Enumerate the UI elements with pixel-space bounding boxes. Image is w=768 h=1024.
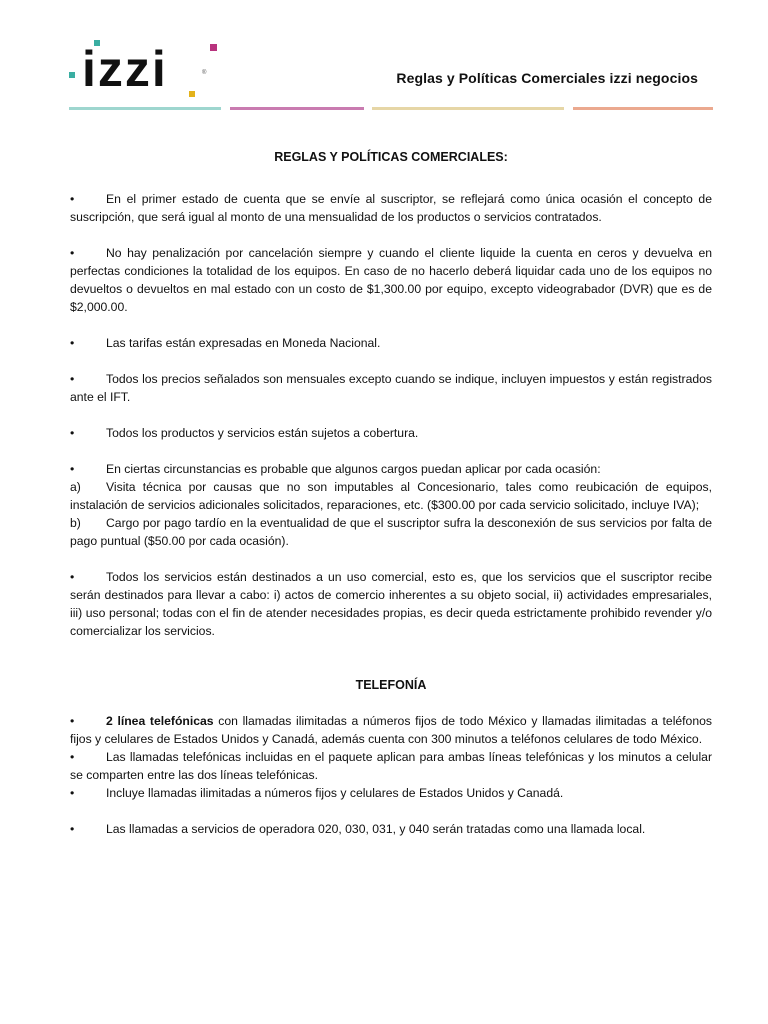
paragraph-text: Las tarifas están expresadas en Moneda Nacional. bbox=[106, 336, 381, 350]
policy-paragraph bbox=[70, 460, 712, 478]
telefonia-item bbox=[70, 784, 712, 802]
bullet: • bbox=[70, 192, 75, 206]
telefonia-item-text: con llamadas ilimitadas a números fijos de todo México y llamadas ilimitadas a teléfonos fijos y celulares de Estados Unidos y Canadá, además cuenta con 300 minutos a teléfonos celulares de todo México. bbox=[70, 714, 712, 746]
bullet: • bbox=[70, 372, 75, 386]
sub-item-text: Cargo por pago tardío en la eventualidad de que el suscriptor sufra la desconexión de sus servicios por falta de pago puntual ($50.00 por cada ocasión). bbox=[70, 516, 712, 548]
bullet: • bbox=[70, 570, 75, 584]
document-heading: REGLAS Y POLÍTICAS COMERCIALES: bbox=[274, 150, 508, 164]
sub-item bbox=[70, 514, 712, 550]
telefonia-item-text: Las llamadas a servicios de operadora 020, 030, 031, y 040 serán tratadas como una llamada local. bbox=[106, 822, 646, 836]
sub-item bbox=[70, 478, 712, 514]
logo-text: izzi bbox=[82, 41, 168, 97]
bullet: • bbox=[70, 714, 75, 728]
policy-paragraph bbox=[70, 244, 712, 316]
paragraph-text: No hay penalización por cancelación siempre y cuando el cliente liquide la cuenta en ceros y devuelva en perfectas condiciones la totalidad de los equipos. En caso de no hacerlo deberá liquidar cada uno de los equipos no devueltos o devueltos en mal estado con un costo de $1,300.00 por equipo, excepto videograbador (DVR) que es de $2,000.00. bbox=[70, 246, 712, 314]
policy-paragraph bbox=[70, 568, 712, 640]
telefonia-item-bold: 2 línea telefónicas bbox=[106, 714, 214, 728]
policy-paragraph bbox=[70, 190, 712, 226]
telefonia-item bbox=[70, 820, 712, 838]
bullet: • bbox=[70, 786, 75, 800]
paragraph-text: Todos los servicios están destinados a un uso comercial, esto es, que los servicios que el suscriptor recibe serán destinados para llevar a cabo: i) actos de comercio inherentes a su objeto social, ii) actividades empresariales, iii) uso personal; todas con el fin de atender necesidades propias, es decir queda estrictamente prohibido revender y/o comercializar los servicios. bbox=[70, 570, 712, 638]
bullet: • bbox=[70, 336, 75, 350]
header-rule-yellow bbox=[372, 107, 564, 110]
logo-registered: ® bbox=[202, 70, 207, 76]
logo-square-magenta bbox=[210, 44, 217, 51]
paragraph-text: Todos los precios señalados son mensuales excepto cuando se indique, incluyen impuestos y están registrados ante el IFT. bbox=[70, 372, 712, 404]
sub-item-letter: a) bbox=[70, 480, 81, 494]
header-rule-teal bbox=[69, 107, 221, 110]
policy-paragraph bbox=[70, 334, 712, 352]
bullet: • bbox=[70, 750, 75, 764]
header-title: Reglas y Políticas Comerciales izzi negocios bbox=[396, 70, 698, 86]
telefonia-item bbox=[70, 712, 712, 748]
logo-square-yellow bbox=[189, 91, 195, 97]
telefonia-item-text: Incluye llamadas ilimitadas a números fijos y celulares de Estados Unidos y Canadá. bbox=[106, 786, 564, 800]
sub-item-letter: b) bbox=[70, 516, 81, 530]
bullet: • bbox=[70, 426, 75, 440]
telefonia-item-text: Las llamadas telefónicas incluidas en el paquete aplican para ambas líneas telefónicas y los minutos a celular se comparten entre las dos líneas telefónicas. bbox=[70, 750, 712, 782]
policy-paragraph bbox=[70, 370, 712, 406]
paragraph-text: En ciertas circunstancias es probable que algunos cargos puedan aplicar por cada ocasión: bbox=[106, 462, 601, 476]
policy-paragraph bbox=[70, 424, 712, 442]
bullet: • bbox=[70, 462, 75, 476]
header-rule-magenta bbox=[230, 107, 364, 110]
paragraph-text: En el primer estado de cuenta que se envíe al suscriptor, se reflejará como única ocasión el concepto de suscripción, que será igual al monto de una mensualidad de los productos o servicios contratados. bbox=[70, 192, 712, 224]
header-rule-orange bbox=[573, 107, 713, 110]
logo-square-teal bbox=[69, 72, 75, 78]
izzi-logo bbox=[64, 40, 224, 100]
sub-item-text: Visita técnica por causas que no son imputables al Concesionario, tales como reubicación de equipos, instalación de servicios adicionales solicitados, reparaciones, etc. ($300.00 por cada servicio solicitado, incluye IVA); bbox=[70, 480, 712, 512]
bullet: • bbox=[70, 822, 75, 836]
document-body bbox=[70, 148, 712, 856]
paragraph-text: Todos los productos y servicios están sujetos a cobertura. bbox=[106, 426, 419, 440]
bullet: • bbox=[70, 246, 75, 260]
telefonia-item bbox=[70, 748, 712, 784]
telefonia-heading: TELEFONÍA bbox=[355, 678, 427, 692]
